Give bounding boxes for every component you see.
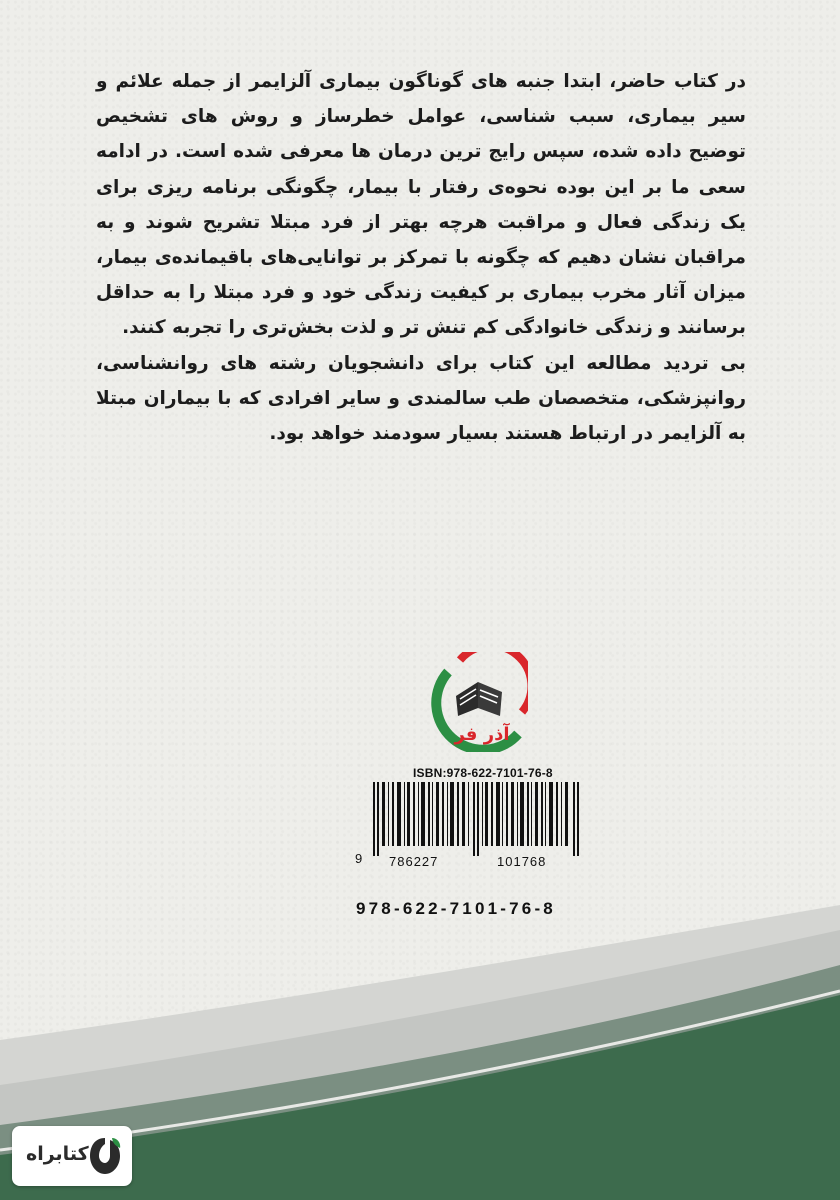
barcode-bars [369, 782, 589, 856]
open-book-icon [456, 682, 502, 716]
isbn-number: 978-622-7101-76-8 [356, 899, 556, 918]
ketabrah-watermark [12, 1126, 132, 1186]
publisher-logo [430, 652, 528, 752]
back-cover-description [96, 64, 746, 451]
ketabrah-logo-icon [88, 1136, 122, 1176]
description-paragraph-2: بی تردید مطالعه این کتاب برای دانشجویان رشته های روانشناسی، روانپزشکی، متخصصان طب سالمندی و سایر افرادی که با بیماران مبتلا به آلزایمر در ارتباط هستند بسیار سودمند خواهد بود. [96, 352, 746, 445]
publisher-logo-lettering: آذر فر [454, 724, 510, 745]
barcode-right-digits: 101768 [497, 854, 547, 869]
barcode-left-digits: 786227 [389, 854, 439, 869]
watermark-brand: کتابراه [26, 1143, 89, 1165]
description-paragraph-1: در کتاب حاضر، ابتدا جنبه های گوناگون بیماری آلزایمر از جمله علائم و سیر بیماری، سبب شناسی، عوامل خطرساز و روش های تشخیص توضیح داده شده، سپس رایج ترین درمان ها معرفی شده است. در ادامه سعی ما بر این بوده نحوه‌ی رفتار با بیمار، چگونگی برنامه ریزی برای یک زندگی فعال و مراقبت هرچه بهتر از فرد مبتلا تشریح شوند و به مراقبان نشان دهیم که چگونه با تمرکز بر توانایی‌های باقیمانده‌ی بیمار، میزان آثار مخرب بیماری بر کیفیت زندگی خود و فرد مبتلا را به حداقل برسانند و زندگی خانوادگی کم تنش تر و لذت بخش‌تری را تجربه کنند. [96, 71, 746, 339]
barcode [355, 766, 603, 878]
isbn-label: ISBN:978-622-7101-76-8 [413, 766, 553, 780]
barcode-lead-digit: 9 [355, 851, 363, 866]
